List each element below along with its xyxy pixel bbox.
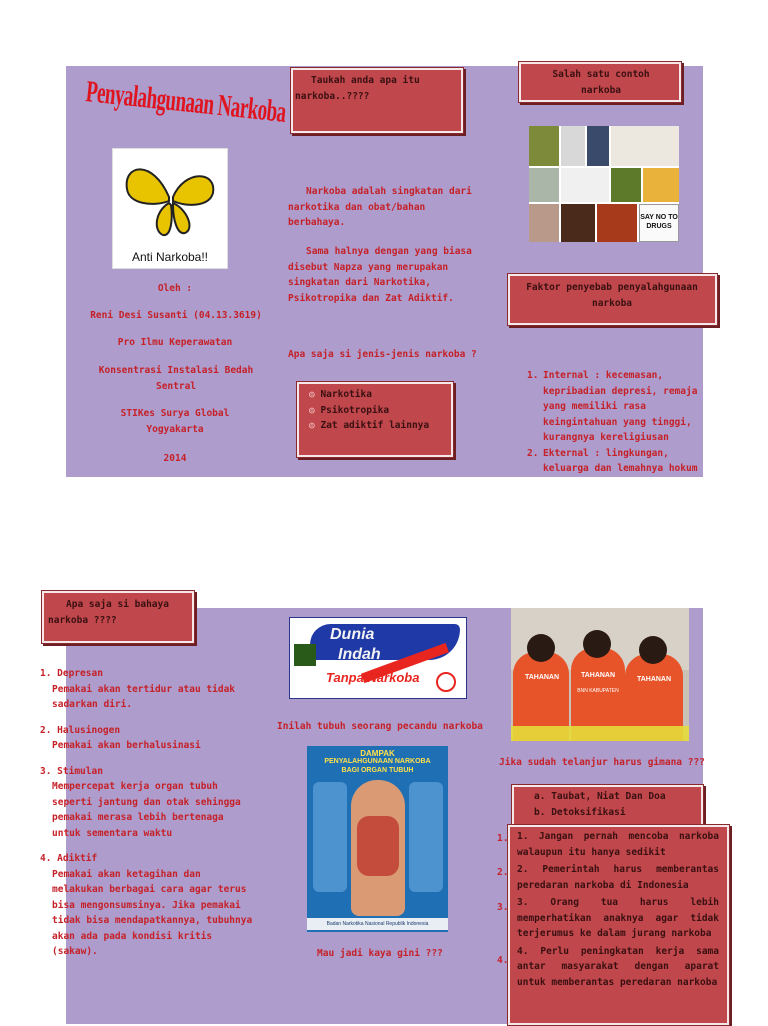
question-box	[290, 67, 464, 134]
prevention-item: 4. Perlu peningkatan kerja sama antar masyarakat dengan aparat untuk memberantas peredaran narkoba	[517, 945, 719, 988]
types-question: Apa saja si jenis-jenis narkoba ?	[288, 349, 477, 360]
tree-icon	[294, 644, 316, 666]
definition-2: Sama halnya dengan yang biasa disebut Napza yang merupakan singkatan dari Narkotika, Psikotropika dan Zat Adiktif.	[288, 246, 472, 304]
page1-title: Penyalahgunaan Narkoba	[84, 75, 288, 130]
photo-caption: Jika sudah telanjur harus gimana ???	[499, 757, 705, 768]
body-effects-poster: DAMPAK PENYALAHGUNAAN NARKOBA BAGI ORGAN TUBUH Badan Narkotika Nasional Republik Indonesia	[307, 746, 448, 932]
anti-narkoba-logo	[112, 148, 228, 269]
cause-item: 2. Ekternal : lingkungan, keluarga dan lemahnya hokum	[527, 447, 698, 474]
author-by: Oleh :	[157, 283, 193, 294]
detainees-photo: TAHANAN TAHANAN TAHANAN BNN KABUPATEN	[511, 608, 689, 741]
bullet-icon: ◎	[309, 420, 321, 431]
prevention-item: 2. Pemerintah harus memberantas peredaran narkoba di Indonesia	[517, 864, 719, 891]
bullet-icon: ◎	[309, 404, 321, 416]
danger-box	[41, 590, 195, 644]
step-item: b. Detoksifikasi	[534, 807, 626, 818]
danger-item: 4. Adiktif Pemakai akan ketagihan dan melakukan berbagai cara agar terus bisa mengonsumsinya. Jika pemakai tidak bisa mendapatkannya, tubuhnya akan ada pada kondisi kritis (sakaw).	[40, 853, 253, 957]
type-item: ◎ Psikotropika	[309, 404, 390, 416]
type-item: ◎ Narkotika	[309, 389, 372, 400]
steps-box	[511, 784, 704, 828]
body-caption: Inilah tubuh seorang pecandu narkoba	[277, 721, 483, 732]
author-program: Pro Ilmu Keperawatan	[117, 337, 233, 348]
step-item: a. Taubat, Niat Dan Doa	[534, 791, 666, 802]
causes-box-text: Faktor penyebab penyalahgunaan narkoba	[526, 282, 698, 309]
danger-item: 2. Halusinogen Pemakai akan berhalusinasi	[40, 724, 201, 751]
question-box-text: Taukah anda apa itu narkoba..????	[295, 75, 420, 102]
bullet-icon: ◎	[309, 389, 321, 400]
poster-caption: Mau jadi kaya gini ???	[317, 948, 443, 959]
causes-box	[507, 273, 718, 326]
dunia-indah-banner: Dunia Indah Tanpa Narkoba	[289, 617, 467, 699]
types-list	[309, 387, 429, 434]
author-year: 2014	[163, 453, 187, 464]
prevention-box	[507, 824, 730, 1026]
causes-list	[527, 368, 705, 477]
danger-item: 3. Stimulan Mempercepat kerja organ tubuh seperti jantung dan otak sehingga pemakai merasa lebih bertenaga untuk sementara waktu	[40, 765, 241, 839]
danger-item: 1. Depresan Pemakai akan tertidur atau tidak sadarkan diri.	[40, 668, 236, 710]
say-no-sign: SAY NO TO DRUGS	[639, 204, 679, 242]
logo-text: Anti Narkoba!!	[131, 250, 209, 264]
no-sign-icon	[436, 672, 456, 692]
example-box-text: Salah satu contoh narkoba	[552, 69, 650, 96]
danger-box-text: Apa saja si bahaya narkoba ????	[48, 599, 169, 626]
prevention-item: 1. Jangan pernah mencoba narkoba walaupun itu hanya sedikit	[517, 831, 719, 858]
types-box	[296, 381, 454, 458]
definition-1: Narkoba adalah singkatan dari narkotika dan obat/bahan berbahaya.	[288, 186, 472, 228]
dangers-list	[40, 666, 254, 960]
author-name: Reni Desi Susanti (04.13.3619)	[90, 310, 262, 321]
type-item: ◎ Zat adiktif lainnya	[309, 420, 430, 431]
author-concentration: Konsentrasi Instalasi Bedah Sentral	[98, 365, 254, 392]
prevention-list	[517, 829, 719, 990]
author-institution: STIKes Surya Global Yogyakarta	[120, 408, 230, 435]
prevention-item: 3. Orang tua harus lebih memperhatikan anaknya agar tidak terjerumus ke dalam jurang narkoba	[517, 897, 719, 939]
butterfly-icon	[113, 149, 227, 249]
example-box	[518, 61, 682, 103]
cause-item: 1. Internal : kecemasan, kepribadian depresi, remaja yang memiliki rasa keingintahuan yang tinggi, kurangnya kereligiusan	[527, 370, 698, 443]
drug-collage-image	[529, 126, 679, 242]
